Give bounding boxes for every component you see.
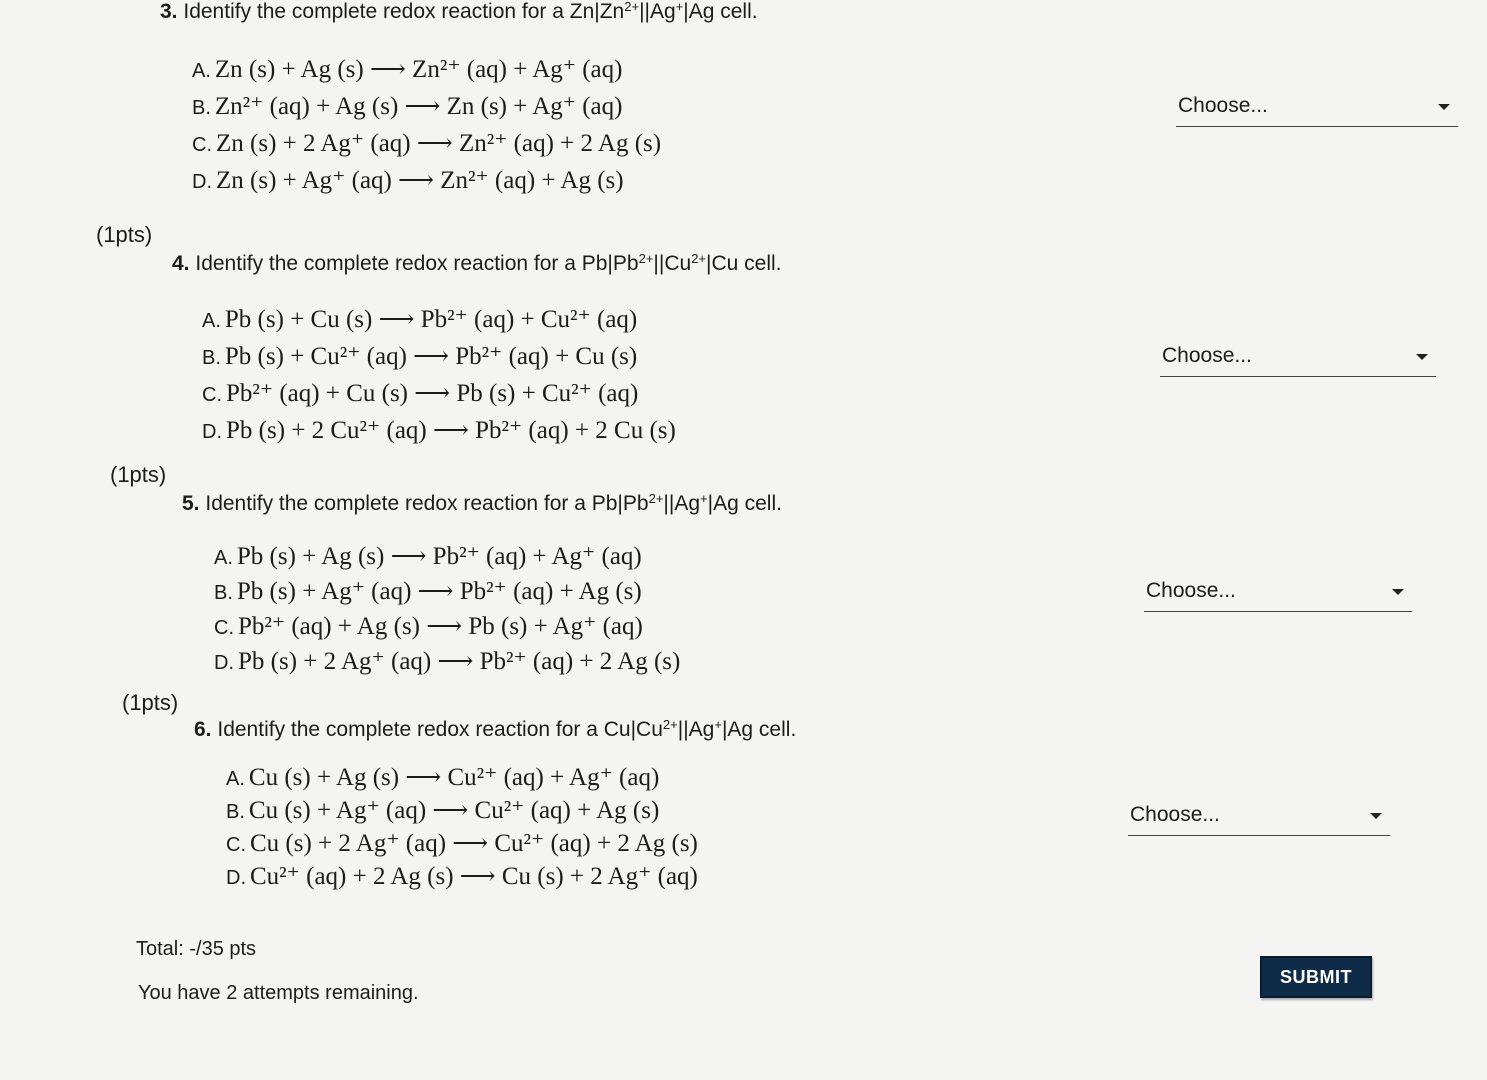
option-c: C. Zn (s) + 2 Ag⁺ (aq) ⟶ Zn²⁺ (aq) + 2 Ag (s) bbox=[192, 130, 662, 157]
option-d: D. Zn (s) + Ag⁺ (aq) ⟶ Zn²⁺ (aq) + Ag (s) bbox=[192, 167, 624, 194]
question-4-answer-select[interactable]: Choose... bbox=[1160, 342, 1436, 377]
question-3-answer-select[interactable]: Choose... bbox=[1176, 92, 1458, 127]
option-d: D. Cu²⁺ (aq) + 2 Ag (s) ⟶ Cu (s) + 2 Ag⁺ (aq) bbox=[226, 863, 698, 890]
question-5-options bbox=[214, 540, 680, 680]
option-a: A. Pb (s) + Cu (s) ⟶ Pb²⁺ (aq) + Cu²⁺ (aq) bbox=[202, 306, 638, 333]
question-5-points: (1pts) bbox=[110, 462, 167, 487]
option-c: C. Pb²⁺ (aq) + Ag (s) ⟶ Pb (s) + Ag⁺ (aq) bbox=[214, 613, 643, 640]
question-6-points: (1pts) bbox=[122, 690, 179, 715]
option-b: B. Pb (s) + Cu²⁺ (aq) ⟶ Pb²⁺ (aq) + Cu (s) bbox=[202, 343, 638, 370]
caret-down-icon bbox=[1370, 813, 1382, 819]
option-d: D. Pb (s) + 2 Ag⁺ (aq) ⟶ Pb²⁺ (aq) + 2 Ag (s) bbox=[214, 648, 681, 675]
attempts-remaining: You have 2 attempts remaining. bbox=[138, 982, 419, 1004]
question-6-answer-select[interactable]: Choose... bbox=[1128, 801, 1390, 836]
option-a: A. Zn (s) + Ag (s) ⟶ Zn²⁺ (aq) + Ag⁺ (aq) bbox=[192, 56, 623, 83]
caret-down-icon bbox=[1438, 104, 1450, 110]
submit-button[interactable]: SUBMIT bbox=[1260, 956, 1372, 998]
caret-down-icon bbox=[1392, 589, 1404, 595]
question-6-prompt: 6. Identify the complete redox reaction for a $Cu|Cu^{2+}||Ag^+|Ag$ cell. bbox=[194, 716, 797, 741]
question-4-prompt: 4. Identify the complete redox reaction for a $Pb|Pb^{2+}||Cu^{2+}|Cu$ cell. bbox=[172, 250, 782, 275]
option-c: C. Pb²⁺ (aq) + Cu (s) ⟶ Pb (s) + Cu²⁺ (aq) bbox=[202, 380, 639, 407]
caret-down-icon bbox=[1416, 354, 1428, 360]
question-3-options bbox=[192, 52, 661, 200]
question-4-options bbox=[202, 302, 676, 450]
question-5-prompt: 5. Identify the complete redox reaction for a $Pb|Pb^{2+}||Ag^+|Ag$ cell. bbox=[182, 490, 782, 515]
option-b: B. Cu (s) + Ag⁺ (aq) ⟶ Cu²⁺ (aq) + Ag (s) bbox=[226, 797, 660, 824]
option-d: D. Pb (s) + 2 Cu²⁺ (aq) ⟶ Pb²⁺ (aq) + 2 Cu (s) bbox=[202, 417, 676, 444]
option-c: C. Cu (s) + 2 Ag⁺ (aq) ⟶ Cu²⁺ (aq) + 2 Ag (s) bbox=[226, 830, 698, 857]
question-4-points: (1pts) bbox=[96, 222, 153, 247]
option-b: B. Pb (s) + Ag⁺ (aq) ⟶ Pb²⁺ (aq) + Ag (s) bbox=[214, 578, 642, 605]
question-6-options bbox=[226, 762, 698, 894]
question-5-answer-select[interactable]: Choose... bbox=[1144, 577, 1412, 612]
option-b: B. Zn²⁺ (aq) + Ag (s) ⟶ Zn (s) + Ag⁺ (aq) bbox=[192, 93, 623, 120]
question-3-prompt: 3. Identify the complete redox reaction for a $Zn|Zn^{2+}||Ag^+|Ag$ cell. bbox=[160, 0, 758, 23]
option-a: A. Cu (s) + Ag (s) ⟶ Cu²⁺ (aq) + Ag⁺ (aq) bbox=[226, 764, 660, 791]
option-a: A. Pb (s) + Ag (s) ⟶ Pb²⁺ (aq) + Ag⁺ (aq) bbox=[214, 543, 642, 570]
total-score: Total: -/35 pts bbox=[136, 938, 257, 960]
